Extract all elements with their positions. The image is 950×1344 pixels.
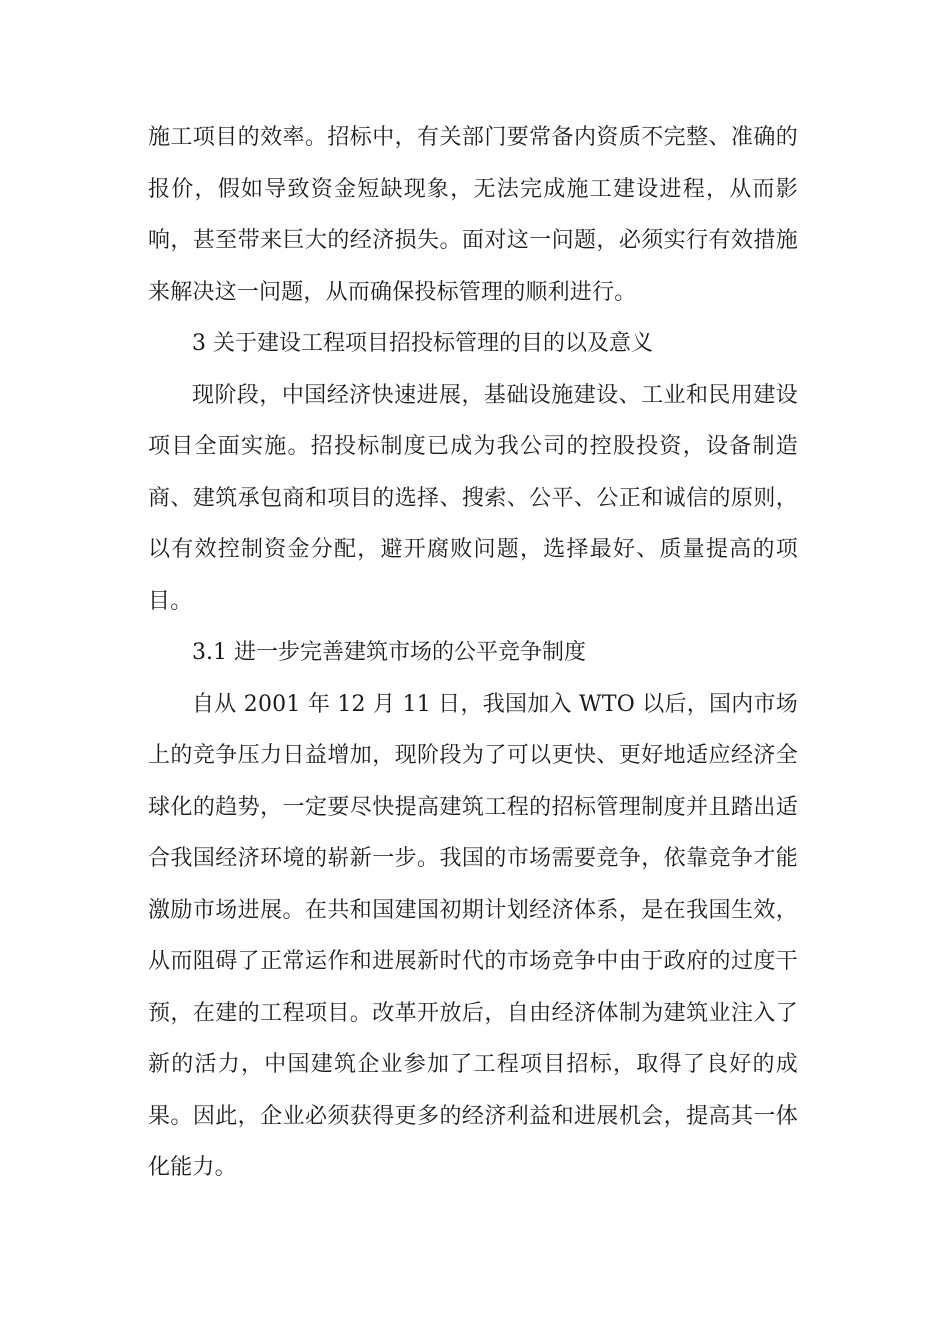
paragraph-continuation: 施工项目的效率。招标中，有关部门要常备内资质不完整、准确的报价，假如导致资金短缺现象，无法完成施工建设进程，从而影响，甚至带来巨大的经济损失。面对这一问题，必须实行有效措施来解决这一问题，从而确保投标管理的顺利进行。	[148, 125, 798, 305]
paragraph-section-3: 现阶段，中国经济快速进展，基础设施建设、工业和民用建设项目全面实施。招投标制度已成为我公司的控股投资，设备制造商、建筑承包商和项目的选择、搜索、公平、公正和诚信的原则，以有效控制资金分配，避开腐败问题，选择最好、质量提高的项目。	[148, 382, 798, 614]
section-heading-3-1: 3.1 进一步完善建筑市场的公平竞争制度	[192, 640, 586, 665]
section-heading-3: 3 关于建设工程项目招投标管理的目的以及意义	[192, 331, 653, 356]
paragraph-section-3-1: 自从 2001 年 12 月 11 日，我国加入 WTO 以后，国内市场上的竞争压力日益增加，现阶段为了可以更快、更好地适应经济全球化的趋势，一定要尽快提高建筑工程的招标管理制度并且踏出适合我国经济环境的崭新一步。我国的市场需要竞争，依靠竞争才能激励市场进展。在共和国建国初期计划经济体系，是在我国生效，从而阻碍了正常运作和进展新时代的市场竞争中由于政府的过度干预，在建的工程项目。改革开放后，自由经济体制为建筑业注入了新的活力，中国建筑企业参加了工程项目招标，取得了良好的成果。因此，企业必须获得更多的经济利益和进展机会，提高其一体化能力。	[148, 691, 798, 1180]
document-page	[148, 112, 798, 1194]
